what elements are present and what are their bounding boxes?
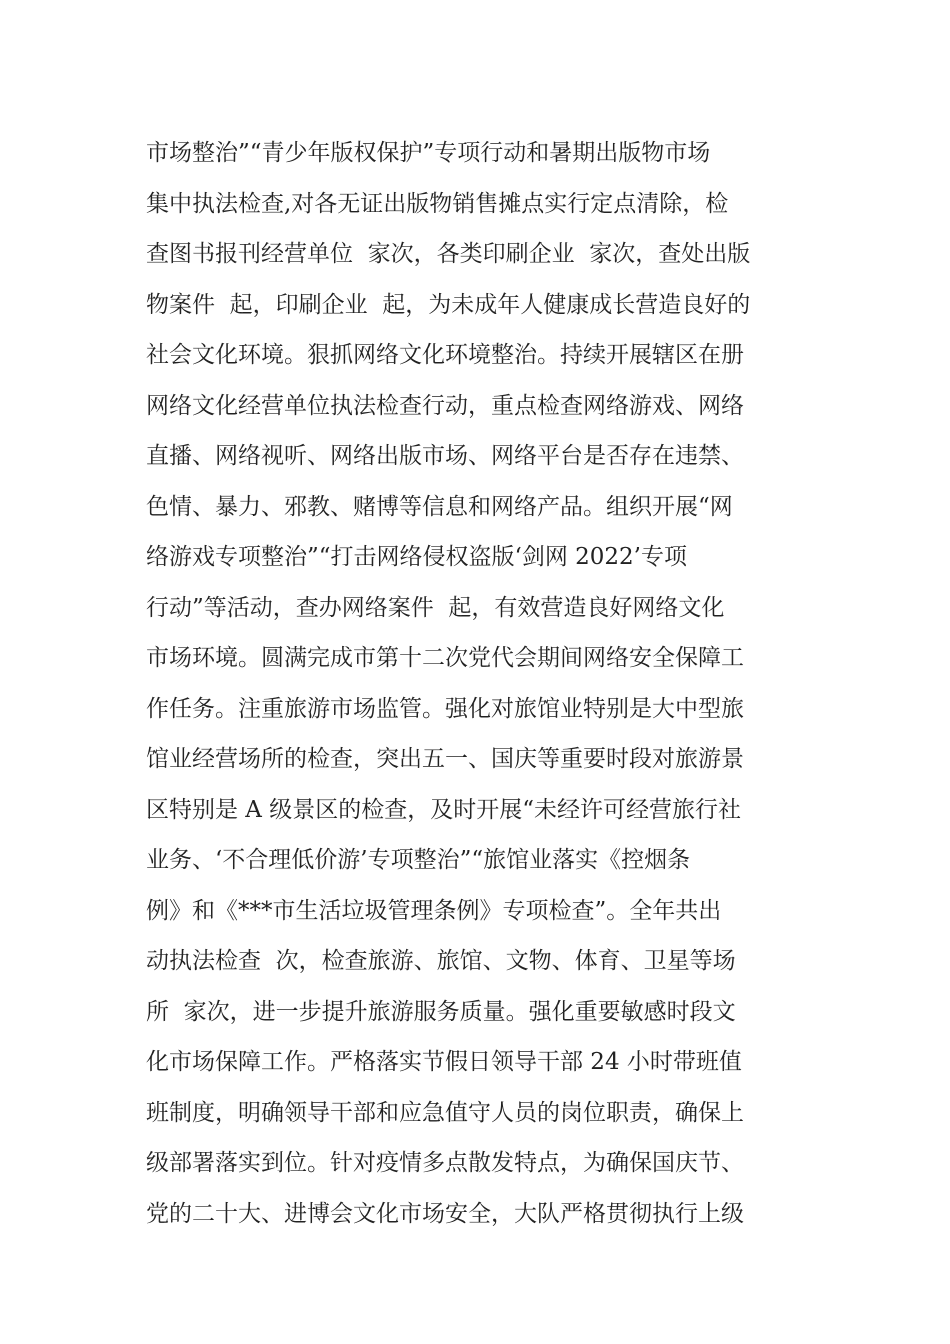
body-text	[146, 128, 814, 1239]
text-line: 动执法检查 次，检查旅游、旅馆、文物、体育、卫星等场	[146, 948, 736, 974]
text-line: 区特别是 A 级景区的检查，及时开展“未经许可经营旅行社	[146, 796, 741, 823]
text-line: 所 家次，进一步提升旅游服务质量。强化重要敏感时段文	[146, 998, 736, 1025]
text-line: 物案件 起，印刷企业 起，为未成年人健康成长营造良好的	[146, 291, 751, 318]
text-line: 社会文化环境。狠抓网络文化环境整治。持续开展辖区在册	[146, 342, 744, 368]
text-line: 市场整治”“青少年版权保护”专项行动和暑期出版物市场	[146, 140, 711, 166]
text-line: 市场环境。圆满完成市第十二次党代会期间网络安全保障工	[146, 645, 744, 671]
text-line: 业务、‘不合理低价游’专项整治”“旅馆业落实《控烟条	[146, 847, 691, 873]
text-line: 网络文化经营单位执法检查行动，重点检查网络游戏、网络	[146, 392, 744, 419]
text-line: 作任务。注重旅游市场监管。强化对旅馆业特别是大中型旅	[146, 695, 744, 722]
text-line: 集中执法检查,对各无证出版物销售摊点实行定点清除，检	[146, 190, 729, 217]
text-line: 化市场保障工作。严格落实节假日领导干部 24 小时带班值	[146, 1049, 742, 1075]
text-line: 班制度，明确领导干部和应急值守人员的岗位职责，确保上	[146, 1099, 744, 1126]
text-line: 查图书报刊经营单位 家次，各类印刷企业 家次，查处出版	[146, 241, 751, 267]
text-line: 馆业经营场所的检查，突出五一、国庆等重要时段对旅游景	[146, 746, 744, 772]
text-line: 党的二十大、进博会文化市场安全，大队严格贯彻执行上级	[146, 1200, 744, 1227]
text-line: 例》和《***市生活垃圾管理条例》专项检查”。全年共出	[146, 897, 722, 924]
text-line: 级部署落实到位。针对疫情多点散发特点，为确保国庆节、	[146, 1150, 744, 1176]
text-line: 色情、暴力、邪教、赌博等信息和网络产品。组织开展“网	[146, 493, 733, 520]
text-line: 行动”等活动，查办网络案件 起，有效营造良好网络文化	[146, 594, 725, 621]
text-line: 络游戏专项整治”“打击网络侵权盗版‘剑网 2022’专项	[146, 544, 687, 570]
text-line: 直播、网络视听、网络出版市场、网络平台是否存在违禁、	[146, 443, 744, 469]
